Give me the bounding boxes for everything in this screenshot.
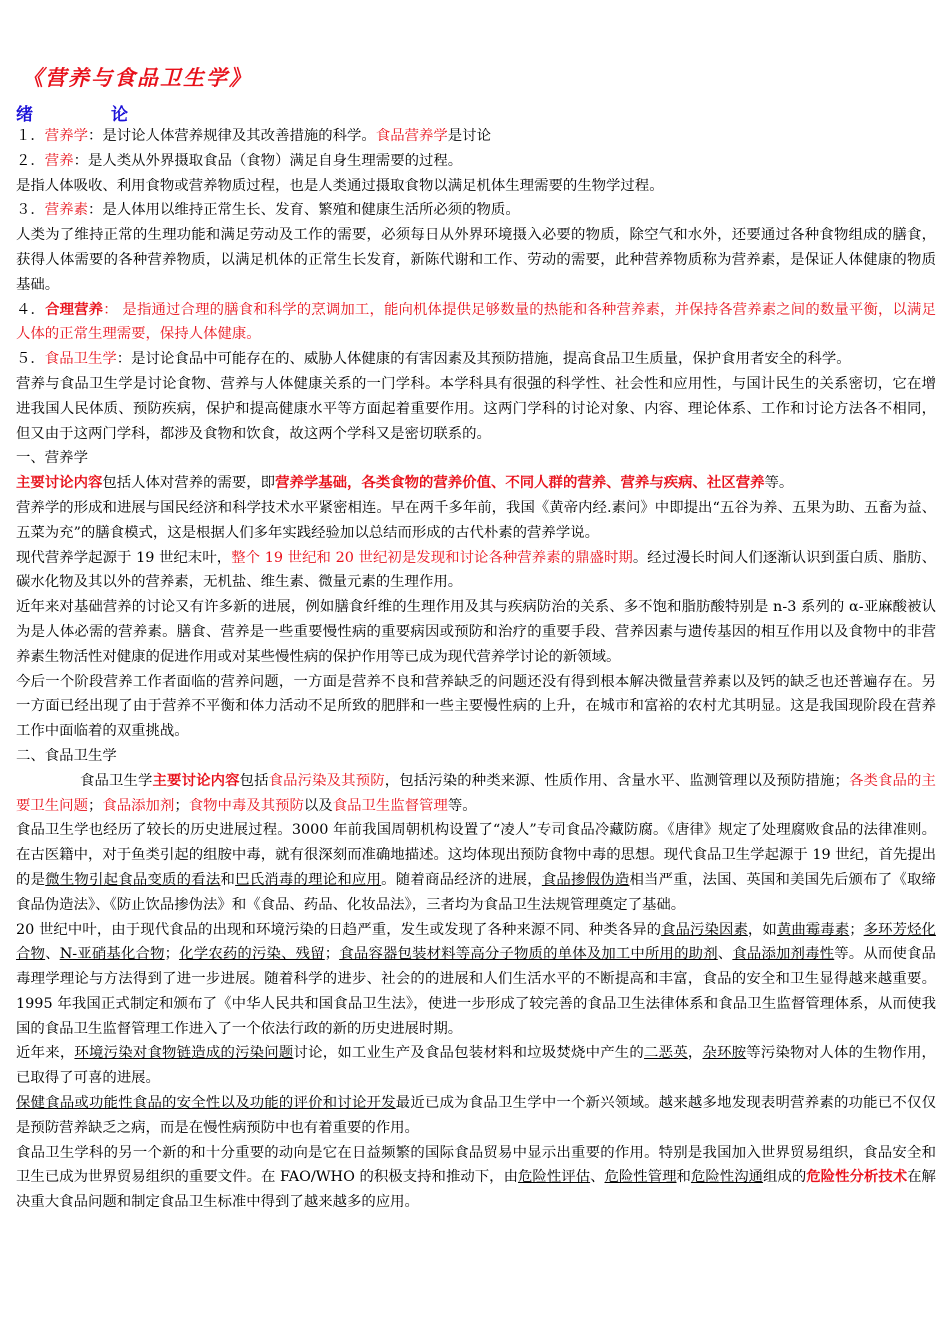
definition-4 — [16, 298, 936, 348]
underlined-term: 危险性管理 — [604, 1169, 677, 1186]
intro-heading-right: 论 — [111, 105, 128, 125]
underlined-term: 危险性沟通 — [690, 1169, 764, 1186]
document-body — [16, 124, 936, 1215]
text-run: 最近已成为食品卫生学中一个新兴领域。越来越多地发现表明营养素的功能已不仅仅是预防营养缺乏之病，而是在慢性病预防中也有着重要的作用。 — [16, 1095, 936, 1136]
keyword: 危险性分析技术 — [806, 1168, 908, 1186]
def-text: ：是讨论人体营养规律及其改善措施的科学。 — [87, 128, 376, 144]
definition-3-cont: 人类为了维持正常的生理功能和满足劳动及工作的需要，必须每日从外界环境摄入必要的物质，除空气和水外，还要通过各种食物组成的膳食，获得人体需要的各种营养物质，以满足机体的正常生长发育，新陈代谢和工作、劳动的需要，此种营养物质称为营养素，是保证人体健康的物质基础。 — [16, 227, 936, 293]
def-text: ： 是指通过合理的膳食和科学的烹调加工，能向机体提供足够数量的热能和各种营养素，并保持各营养素之间的数量平衡，以满足人体的正常生理需要，保持人体健康。 — [16, 301, 936, 343]
definition-2-cont: 是指人体吸收、利用食物或营养物质过程，也是人类通过摄取食物以满足机体生理需要的生物学过程。 — [16, 177, 664, 194]
text-run: 、 — [590, 1169, 605, 1186]
text-run: 现代营养学起源于 19 世纪末叶， — [16, 549, 232, 566]
section-1-history: 营养学的形成和进展与国民经济和科学技术水平紧密相连。早在两千多年前，我国《黄帝内经.素问》中即提出“五谷为养、五果为助、五畜为益、五菜为充”的膳食模式，这是根据人们多年实践经验加以总结而形成的古代朴素的营养学说。 — [16, 499, 936, 541]
section-2-functional-food — [16, 1091, 936, 1141]
def-term: 营养素 — [44, 202, 88, 219]
def-number: ４． — [16, 301, 46, 318]
def-text: ：是讨论食品中可能存在的、威胁人体健康的有害因素及其预防措施，提高食品卫生质量，保护食用者安全的科学。 — [116, 351, 851, 368]
text-run: ，包括污染的种类来源、性质作用、含量水平、监测管理以及预防措施； — [384, 772, 849, 789]
text-run: 、 — [692, 474, 707, 492]
underlined-term: 二恶英 — [644, 1045, 688, 1062]
underlined-term: 食品掺假伪造 — [541, 871, 630, 888]
section-2-title: 二、食品卫生学 — [16, 747, 117, 764]
text-run: 。经过漫长时间人们逐渐认识到蛋白质、脂肪、碳水化物及其以外的营养素，无机盐、维生素、微量元素的生理作用。 — [16, 549, 936, 591]
text-run: 等。从而使食品毒理学理论与方法得到了进一步进展。随着科学的进步、社会的的进展和人们生活水平的不断提高和丰富，食品的安全和卫生显得越来越重要。1995 年我国正式制定和颁布了《中华人民共和国食品卫生法》，使进一步形成了较完善的食品卫生法律体系和食品卫生监督管理体系，从而使我国的食品卫生监督管理工作进入了一个依法行政的新的历史进展时期。 — [16, 946, 936, 1037]
section-2-history — [16, 818, 936, 917]
text-run: ； — [87, 797, 103, 814]
keyword: 营养与疾病 — [620, 474, 693, 492]
highlight: 整个 19 世纪和 20 世纪初是发现和讨论各种营养素的鼎盛时期 — [231, 549, 633, 566]
section-1-challenge: 今后一个阶段营养工作者面临的营养问题，一方面是营养不良和营养缺乏的问题还没有得到根本解决微量营养素以及钙的缺乏也还普遍存在。另一方面已经出现了由于营养不平衡和体力活动不足所致的肥胖和一些主要慢性病的上升，在城市和富裕的农村尤其明显。这是我国现阶段在营养工作中面临着的双重挑战。 — [16, 673, 936, 740]
text-run: ； — [164, 946, 180, 963]
underlined-term: 食品污染因素 — [661, 921, 748, 938]
text-run: 。随着商品经济的进展， — [381, 871, 542, 888]
text-run: 相当严重，法国、英国和美国先后颁布了《取缔食品伪造法》、《防止饮品掺伪法》和《食品、药品、化妆品法》，三者均为食品卫生法规管理奠定了基础。 — [16, 871, 936, 913]
def-text: ：是人体用以维持正常生长、发育、繁殖和健康生活所必须的物质。 — [87, 202, 520, 219]
intro-heading — [16, 100, 128, 125]
definition-1 — [16, 124, 936, 149]
text-run: 食品卫生学也经历了较长的历史进展过程。3000 年前我国周朝机构设置了“凌人”专司食品冷藏防腐。《唐律》规定了处理腐败食品的法律准则。在古医籍中，对于鱼类引起的组胺中毒，就有很深刻而准确地描述。这均体现出预防食物中毒的思想。现代食品卫生学起源于 19 世纪，首先提出的是 — [16, 822, 936, 888]
text-run: 食品卫生学科的另一个新的和十分重要的动向是它在日益频繁的国际食品贸易中显示出重要的作用。特别是我国加入世界贸易组织，食品安全和卫生已成为世界贸易组织的重要文件。在 FAO/WHO 的积极支持和推动下，由 — [16, 1144, 936, 1186]
text-run: ； — [174, 797, 189, 814]
section-1-title: 一、营养学 — [16, 450, 88, 467]
keyword: 食品添加剂 — [102, 797, 175, 814]
def-number: １． — [16, 128, 45, 144]
text-run: 组成的 — [763, 1169, 807, 1186]
text-run: 、 — [45, 946, 60, 963]
keyword: 主要讨论内容 — [16, 474, 103, 492]
definition-5 — [16, 347, 936, 372]
keyword: 营养学基础 — [275, 474, 348, 492]
text-run: 在解决重大食品问题和制定食品卫生标准中得到了越来越多的应用。 — [16, 1169, 936, 1211]
keyword: 食品污染及其预防 — [268, 772, 385, 789]
underlined-term: 食品添加剂毒性 — [732, 946, 835, 963]
text-run: ，如 — [747, 921, 777, 938]
text-run: 讨论，如工业生产及食品包装材料和垃圾焚烧中产生的 — [293, 1045, 645, 1062]
intro-heading-left: 绪 — [16, 105, 33, 125]
def-term: 营养学 — [44, 128, 88, 144]
def-text: 是讨论 — [447, 128, 491, 144]
text-run: ； — [324, 946, 340, 963]
text-run: 等。 — [764, 475, 794, 492]
keyword: 社区营养 — [706, 474, 765, 492]
definition-3 — [16, 198, 936, 223]
section-2-main-content — [16, 769, 936, 819]
def-term: 合理营养 — [45, 300, 104, 318]
text-run: 包括人体对营养的需要，即 — [102, 475, 276, 492]
def-number: ５． — [16, 351, 45, 368]
underlined-term: N-亚硝基化合物 — [59, 946, 165, 963]
underlined-term: 多环芳烃化合物 — [16, 921, 936, 963]
intro-summary: 营养与食品卫生学是讨论食物、营养与人体健康关系的一门学科。本学科具有很强的科学性、社会性和应用性，与国计民生的关系密切，它在增进我国人民体质、预防疾病，保护和提高健康水平等方面起着重要作用。这两门学科的讨论对象、内容、理论体系、工作和讨论方法各不相同，但又由于这两门学科，都涉及食物和饮食，故这两个学科又是密切联系的。 — [16, 375, 936, 442]
text-run: 近年来， — [16, 1045, 75, 1062]
def-term: 食品卫生学 — [44, 351, 117, 368]
underlined-term: 保健食品或功能性食品的安全性以及功能的评价和讨论开发 — [16, 1095, 396, 1112]
underlined-term: 食品容器包装材料等高分子物质的单体及加工中所用的助剂 — [339, 946, 718, 963]
section-2-trade — [16, 1141, 936, 1215]
text-run: 等。 — [447, 797, 477, 814]
text-run: ， — [687, 1045, 703, 1062]
underlined-term: 环境污染对食物链造成的污染问题 — [74, 1045, 294, 1062]
definition-2 — [16, 149, 936, 174]
section-1-modern — [16, 546, 936, 596]
text-run: 等污染物对人体的生物作用，已取得了可喜的进展。 — [16, 1045, 936, 1087]
keyword: 食品卫生监督管理 — [332, 797, 448, 814]
text-run: 、 — [606, 474, 621, 492]
section-1-main-content — [16, 471, 936, 496]
section-1-recent: 近年来对基础营养的讨论又有许多新的进展，例如膳食纤维的生理作用及其与疾病防治的关系、多不饱和脂肪酸特别是 n-3 系列的 α-亚麻酸被认为是人体必需的营养素。膳食、营养是一些重要慢性病的重要病因或预防和治疗的重要手段、营养因素与遗传基因的相互作用以及食物中的非营养素生物活性对健康的促进作用或对某些慢性病的保护作用等已成为现代营养学讨论的新领域。 — [16, 599, 936, 665]
keyword: 各类食品的主要卫生问题 — [16, 772, 936, 814]
text-run: 以及 — [303, 797, 333, 814]
def-number: ２． — [16, 152, 45, 169]
text-run: 、 — [717, 946, 733, 963]
text-run: 、 — [490, 474, 506, 492]
document-title: 《营养与食品卫生学》 — [22, 65, 252, 90]
underlined-term: 微生物引起食品变质的看法 — [45, 871, 221, 888]
text-run: 包括 — [239, 772, 269, 789]
text-run: 和 — [220, 871, 236, 888]
text-run: 食品卫生学 — [80, 772, 153, 789]
underlined-term: 杂环胺 — [702, 1045, 747, 1062]
keyword: 主要讨论内容 — [152, 771, 240, 789]
text-run: ； — [849, 921, 864, 938]
text-run: 20 世纪中叶，由于现代食品的出现和环境污染的日趋严重，发生或发现了各种来源不同、种类各异的 — [16, 921, 662, 938]
keyword: 食物中毒及其预防 — [188, 797, 304, 814]
underlined-term: 危险性评估 — [518, 1169, 591, 1186]
text-run: 和 — [676, 1169, 691, 1186]
def-text: ：是人类从外界摄取食品（食物）满足自身生理需要的过程。 — [73, 152, 463, 169]
section-2-recent — [16, 1041, 936, 1091]
section-2-20th-century — [16, 918, 936, 1042]
underlined-term: 巴氏消毒的理论和应用 — [235, 871, 382, 888]
underlined-term: 化学农药的污染、残留 — [179, 946, 325, 963]
def-number: ３． — [16, 202, 45, 219]
keyword: 不同人群的营养 — [505, 474, 607, 492]
def-term: 营养 — [44, 152, 74, 169]
keyword: 各类食物的营养价值 — [361, 474, 491, 492]
def-term: 食品营养学 — [375, 128, 448, 144]
underlined-term: 黄曲霉毒素 — [776, 921, 850, 938]
text-run: ， — [347, 474, 362, 492]
